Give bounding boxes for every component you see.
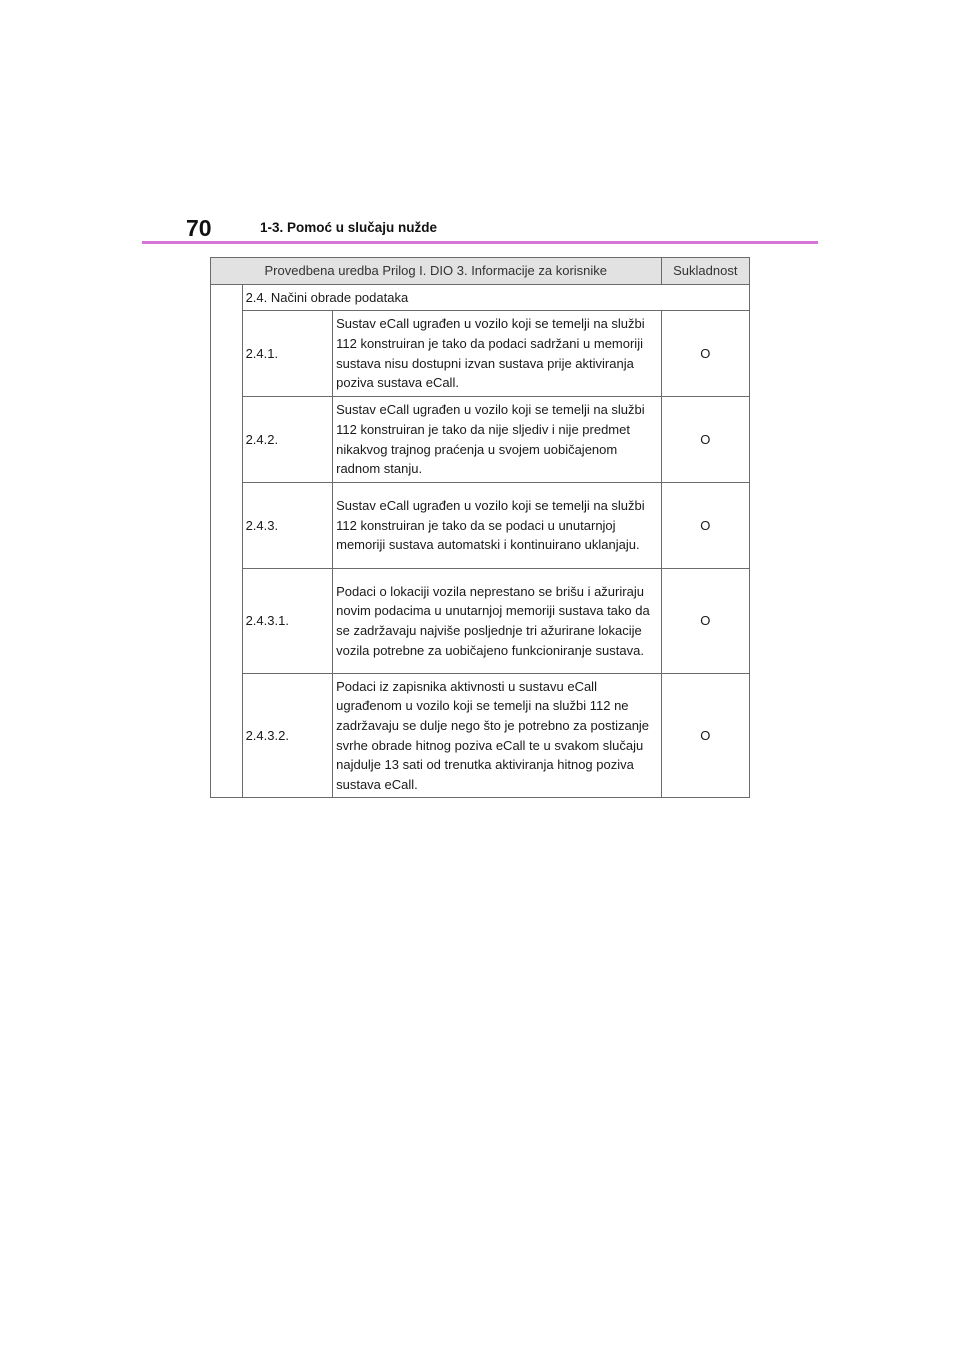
row-compliance: O (661, 674, 749, 798)
row-number: 2.4.1. (242, 311, 333, 397)
row-text: Podaci iz zapisnika aktivnosti u sustavu eCall ugrađenom u vozilo koji se temelji na službi 112 ne zadržavaju se dulje nego što je potrebno za postizanje svrhe obrade hitnog poziva eCall te u svakom slučaju najdulje 13 sati od trenutka aktiviranja hitnog poziva sustava eCall. (333, 674, 661, 798)
row-text: Sustav eCall ugrađen u vozilo koji se temelji na službi 112 konstruiran je tako da nije sljediv i nije predmet nikakvog trajnog praćenja u svojem uobičajenom radnom stanju. (333, 397, 661, 483)
row-compliance: O (661, 311, 749, 397)
column-header-provision: Provedbena uredba Prilog I. DIO 3. Informacije za korisnike (211, 258, 662, 285)
row-compliance: O (661, 569, 749, 674)
row-compliance: O (661, 397, 749, 483)
table-row (211, 397, 750, 483)
table-row (211, 483, 750, 569)
row-text: Sustav eCall ugrađen u vozilo koji se temelji na službi 112 konstruiran je tako da se podaci u unutarnjoj memoriji sustava automatski i kontinuirano uklanjaju. (333, 483, 661, 569)
indent-cell (211, 285, 243, 798)
compliance-table (210, 257, 750, 798)
row-number: 2.4.3. (242, 483, 333, 569)
table-row (211, 311, 750, 397)
subheading-cell: 2.4. Načini obrade podataka (242, 285, 749, 311)
table-row (211, 569, 750, 674)
table-subheading-row (211, 285, 750, 311)
header-divider (142, 241, 818, 244)
row-number: 2.4.3.1. (242, 569, 333, 674)
column-header-compliance: Sukladnost (661, 258, 749, 285)
row-compliance: O (661, 483, 749, 569)
row-number: 2.4.2. (242, 397, 333, 483)
row-text: Sustav eCall ugrađen u vozilo koji se temelji na službi 112 konstruiran je tako da podaci sadržani u memoriji sustava nisu dostupni izvan sustava prije aktiviranja poziva sustava eCall. (333, 311, 661, 397)
row-text: Podaci o lokaciji vozila neprestano se brišu i ažuriraju novim podacima u unutarnjoj memoriji sustava tako da se zadržavaju najviše posljednje tri ažurirane lokacije vozila potrebne za uobičajeno funkcioniranje sustava. (333, 569, 661, 674)
row-number: 2.4.3.2. (242, 674, 333, 798)
table-header-row (211, 258, 750, 285)
table-row (211, 674, 750, 798)
page-number: 70 (186, 215, 212, 241)
section-title: 1-3. Pomoć u slučaju nužde (260, 220, 438, 235)
